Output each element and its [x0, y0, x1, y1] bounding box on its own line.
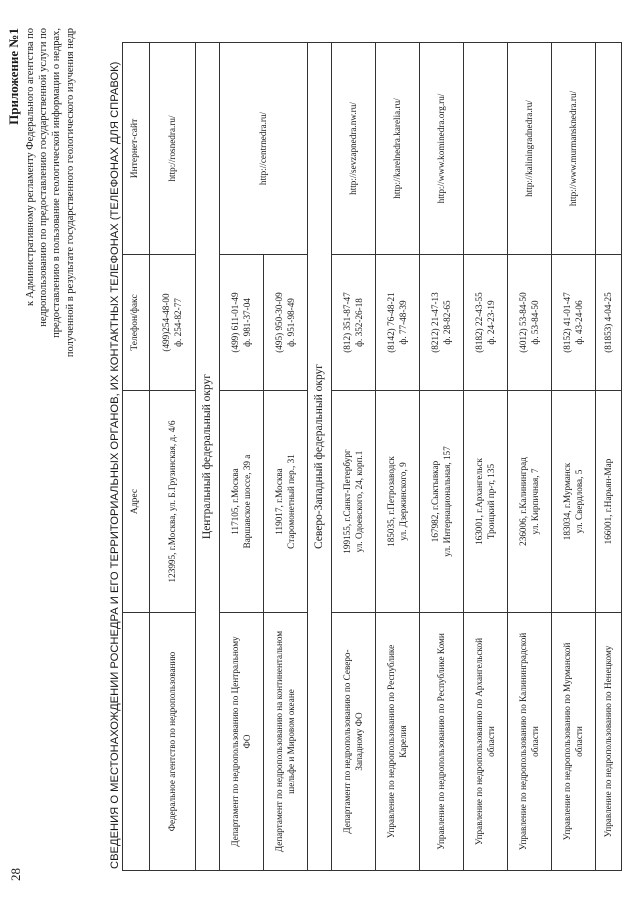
phone-cell-line: ф. 53-84-50	[529, 300, 540, 345]
organization-cell-line: Управление по недропользованию по Республике Коми	[435, 633, 446, 850]
table-row	[464, 43, 508, 871]
table-row	[332, 43, 376, 871]
document-heading: СВЕДЕНИЯ О МЕСТОНАХОЖДЕНИИ РОСНЕДРА И ЕГО ТЕРРИТОРИАЛЬНЫХ ОРГАНОВ, ИХ КОНТАКТНЫХ ТЕЛЕФОНАХ (ТЕЛЕФОНАХ ДЛЯ СПРАВОК)	[109, 61, 121, 869]
website-link[interactable]: http://rosnedra.ru/	[150, 43, 196, 255]
appendix-line: предоставлению в пользование геологической информации о недрах,	[51, 28, 63, 338]
phone-cell	[264, 255, 308, 391]
phone-cell	[464, 255, 508, 391]
phone-cell-line: (8142) 76-48-21	[386, 292, 396, 353]
table-row	[508, 43, 552, 871]
organization-cell-line: Управление по недропользованию по Архангельской	[474, 637, 484, 846]
website-link[interactable]: http://www.kominedra.org.ru/	[420, 43, 464, 255]
organization-cell-line: области	[573, 726, 584, 757]
organization-cell-line: Карелия	[397, 725, 408, 758]
website-link[interactable]: http://karelnedra.karelia.ru/	[376, 43, 420, 255]
phone-cell	[552, 255, 596, 391]
phone-cell-line: ф. 28-82-65	[441, 300, 452, 345]
organization-cell	[596, 613, 622, 871]
organization-cell-line: Управление по недропользованию по Ненецкому	[602, 645, 613, 838]
table-row	[150, 43, 196, 871]
organization-cell-line: области	[485, 726, 496, 757]
phone-cell-line: (499) 611-01-49	[230, 292, 240, 353]
address-cell-line: 117105, г.Москва	[230, 468, 240, 535]
website-link[interactable]: http://www.murmansknedra.ru/	[552, 43, 596, 255]
website-link	[464, 43, 508, 255]
contacts-table	[122, 42, 622, 871]
region-label: Центральный федеральный округ	[196, 43, 220, 871]
organization-cell-line: Управление по недропользованию по Мурманской	[562, 642, 572, 841]
header-phone: Телефон/факс	[123, 255, 150, 391]
address-cell-line: 183034, г.Мурманск	[562, 462, 572, 541]
address-cell-line: ул. Интернациональная, 157	[441, 446, 452, 557]
address-cell	[552, 391, 596, 613]
phone-cell-line: (812) 351-87-47	[342, 292, 352, 353]
appendix-title: Приложение №1	[6, 28, 21, 125]
address-cell	[508, 391, 552, 613]
address-cell	[596, 391, 622, 613]
address-cell-line: 166001, г.Нарьян-Мар	[602, 458, 613, 545]
organization-cell-line: Департамент по недропользованию по Северо-	[342, 649, 352, 834]
phone-cell-line: (8212) 21-47-13	[430, 292, 440, 353]
phone-cell	[420, 255, 464, 391]
organization-cell-line: ФО	[241, 734, 252, 749]
address-cell-line: 119017, г.Москва	[274, 468, 284, 535]
phone-cell-line: ф. 981-37-04	[241, 298, 252, 347]
address-cell-line: Старомонетный пер., 31	[285, 454, 296, 549]
organization-cell	[220, 613, 264, 871]
region-label: Северо-Западный федеральный округ	[308, 43, 332, 871]
organization-cell	[264, 613, 308, 871]
organization-cell-line: шельфе и Мировом океане	[285, 689, 296, 794]
appendix-line: к Административному регламенту Федерального агентства по	[25, 28, 36, 307]
address-cell-line: ул. Одоевского, 24, корп.1	[353, 450, 364, 553]
table-header-row	[123, 43, 150, 871]
table-row	[220, 43, 264, 871]
phone-cell	[332, 255, 376, 391]
organization-cell-line: Управление по недропользованию по Республике	[386, 644, 396, 839]
organization-cell-line: Западному ФО	[353, 712, 364, 771]
address-cell-line: ул. Кирпичная, 7	[529, 468, 540, 535]
table-body	[150, 43, 622, 871]
organization-cell	[552, 613, 596, 871]
address-cell-line: 163001, г.Архангельск	[474, 458, 484, 545]
address-cell-line: Варшавское шоссе, 39 а	[241, 454, 252, 549]
address-cell	[264, 391, 308, 613]
organization-cell	[376, 613, 420, 871]
organization-cell-line: Управление по недропользованию по Калининградской	[518, 632, 528, 851]
address-cell-line: 236006, г.Калининград	[518, 457, 528, 546]
phone-cell	[150, 255, 196, 391]
organization-cell-line: Департамент по недропользованию на континентальном	[274, 630, 284, 853]
phone-cell-line: (4012) 53-84-50	[518, 292, 528, 353]
header-organization	[123, 613, 150, 871]
address-cell	[420, 391, 464, 613]
website-link[interactable]: http://centrnedra.ru/	[220, 43, 308, 255]
organization-cell	[332, 613, 376, 871]
appendix-line: недропользованию по предоставлению государственной услуги по	[38, 28, 50, 327]
organization-cell	[420, 613, 464, 871]
address-cell-line: ул. Свердлова, 5	[573, 469, 584, 534]
phone-cell-line: (81853) 4-04-25	[602, 292, 613, 353]
address-cell	[464, 391, 508, 613]
address-cell	[220, 391, 264, 613]
region-group-row	[308, 43, 332, 871]
header-address: Адрес	[123, 391, 150, 613]
address-cell-line: 123995, г.Москва, ул. Б.Грузинская, д. 4/6	[166, 420, 177, 583]
phone-cell	[376, 255, 420, 391]
website-link[interactable]: http://kaliningradnedra.ru/	[508, 43, 552, 255]
address-cell	[150, 391, 196, 613]
table-row	[552, 43, 596, 871]
website-link	[596, 43, 622, 255]
organization-cell	[464, 613, 508, 871]
organization-cell-line: области	[529, 726, 540, 757]
address-cell	[332, 391, 376, 613]
phone-cell-line: (495) 950-30-09	[274, 292, 284, 353]
table-row	[596, 43, 622, 871]
address-cell-line: 167982, г.Сыктывкар	[430, 460, 440, 543]
table-row	[376, 43, 420, 871]
phone-cell-line: ф. 24-23-19	[485, 300, 496, 345]
phone-cell-line: ф. 77-48-39	[397, 300, 408, 345]
phone-cell-line: ф. 43-24-06	[573, 300, 584, 345]
page-number: 28	[8, 868, 23, 881]
phone-cell-line: ф. 352-26-18	[353, 298, 364, 347]
phone-cell-line: ф. 254-82-77	[172, 298, 183, 347]
website-link[interactable]: http://sevzapnedra.nw.ru/	[332, 43, 376, 255]
phone-cell	[220, 255, 264, 391]
phone-cell-line: (499)254-48-00	[161, 293, 171, 352]
phone-cell-line: (8152) 41-01-47	[562, 292, 572, 353]
organization-cell	[508, 613, 552, 871]
address-cell-line: Троицкий пр-т, 135	[485, 463, 496, 540]
phone-cell-line: ф. 951-98-49	[285, 298, 296, 347]
address-cell-line: 199155, г.Санкт-Петербург	[342, 449, 352, 554]
organization-cell-line: Федеральное агентство по недропользованию	[166, 651, 177, 832]
appendix-text	[24, 28, 77, 498]
header-website: Интернет-сайт	[123, 43, 150, 255]
appendix-line: полученной в результате государственного геологического изучения недр	[64, 28, 76, 358]
table-row	[420, 43, 464, 871]
phone-cell-line: (8182) 22-43-55	[474, 292, 484, 353]
address-cell	[376, 391, 420, 613]
organization-cell	[150, 613, 196, 871]
phone-cell	[596, 255, 622, 391]
phone-cell	[508, 255, 552, 391]
address-cell-line: ул. Дзержинского, 9	[397, 462, 408, 541]
organization-cell-line: Департамент по недропользованию по Центральному	[230, 636, 240, 847]
region-group-row	[196, 43, 220, 871]
address-cell-line: 185035, г.Петрозаводск	[386, 456, 396, 547]
